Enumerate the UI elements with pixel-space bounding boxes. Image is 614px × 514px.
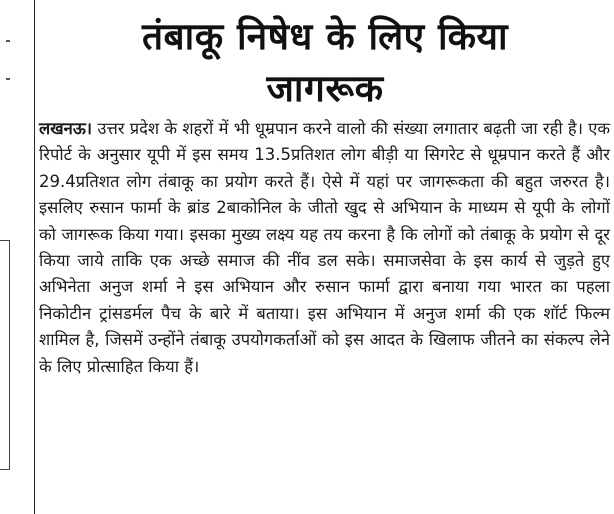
news-article: [38, 6, 612, 512]
margin-fragment: [6, 40, 10, 42]
headline-line-2: जागरूक: [266, 67, 384, 110]
article-body-text: उत्तर प्रदेश के शहरों में भी धूम्रपान करने वालो की संख्या लगातार बढ़ती जा रही है। एक रिपोर्ट के अनुसार यूपी में इस समय 13.5प्रतिशत लोग बीड़ी या सिगरेट से धूम्रपान करते हैं और 29.4प्रतिशत लोग तंबाकू का प्रयोग करते हैं। ऐसे में यहां पर जागरूकता की बहुत जरुरत है। इसलिए रुसान फार्मा के ब्रांड 2बाकोनिल के जीतो खुद से अभियान के माध्यम से यूपी के लोगों को जागरूक किया गया। इसका मुख्य लक्ष्य यह तय करना है कि लोगों को तंबाकू के प्रयोग से दूर किया जाये ताकि एक अच्छे समाज की नींव डल सके। समाजसेवा के इस कार्य से जुड़ते हुए अभिनेता अनुज शर्मा ने इस अभियान और रुसान फार्मा द्वारा बनाया गया भारत का पहला निकोटीन ट्रांसडर्मल पैच के बारे में बताया। इस अभियान में अनुज शर्मा की एक शॉर्ट फिल्म शामिल है, जिसमें उन्होंने तंबाकू उपयोगकर्ताओं को इस आदत के खिलाफ जीतने का संकल्प लेने के लिए प्रोत्साहित किया हैं।: [39, 119, 610, 376]
adjacent-column-margin: [0, 0, 34, 514]
article-headline: [38, 12, 612, 114]
column-divider: [34, 0, 35, 514]
headline-line-1: तंबाकू निषेध के लिए किया: [141, 15, 509, 58]
adjacent-article-border: [0, 240, 10, 470]
margin-fragment: [6, 78, 10, 80]
article-body: [38, 116, 612, 380]
article-dateline: लखनऊ।: [39, 119, 93, 138]
